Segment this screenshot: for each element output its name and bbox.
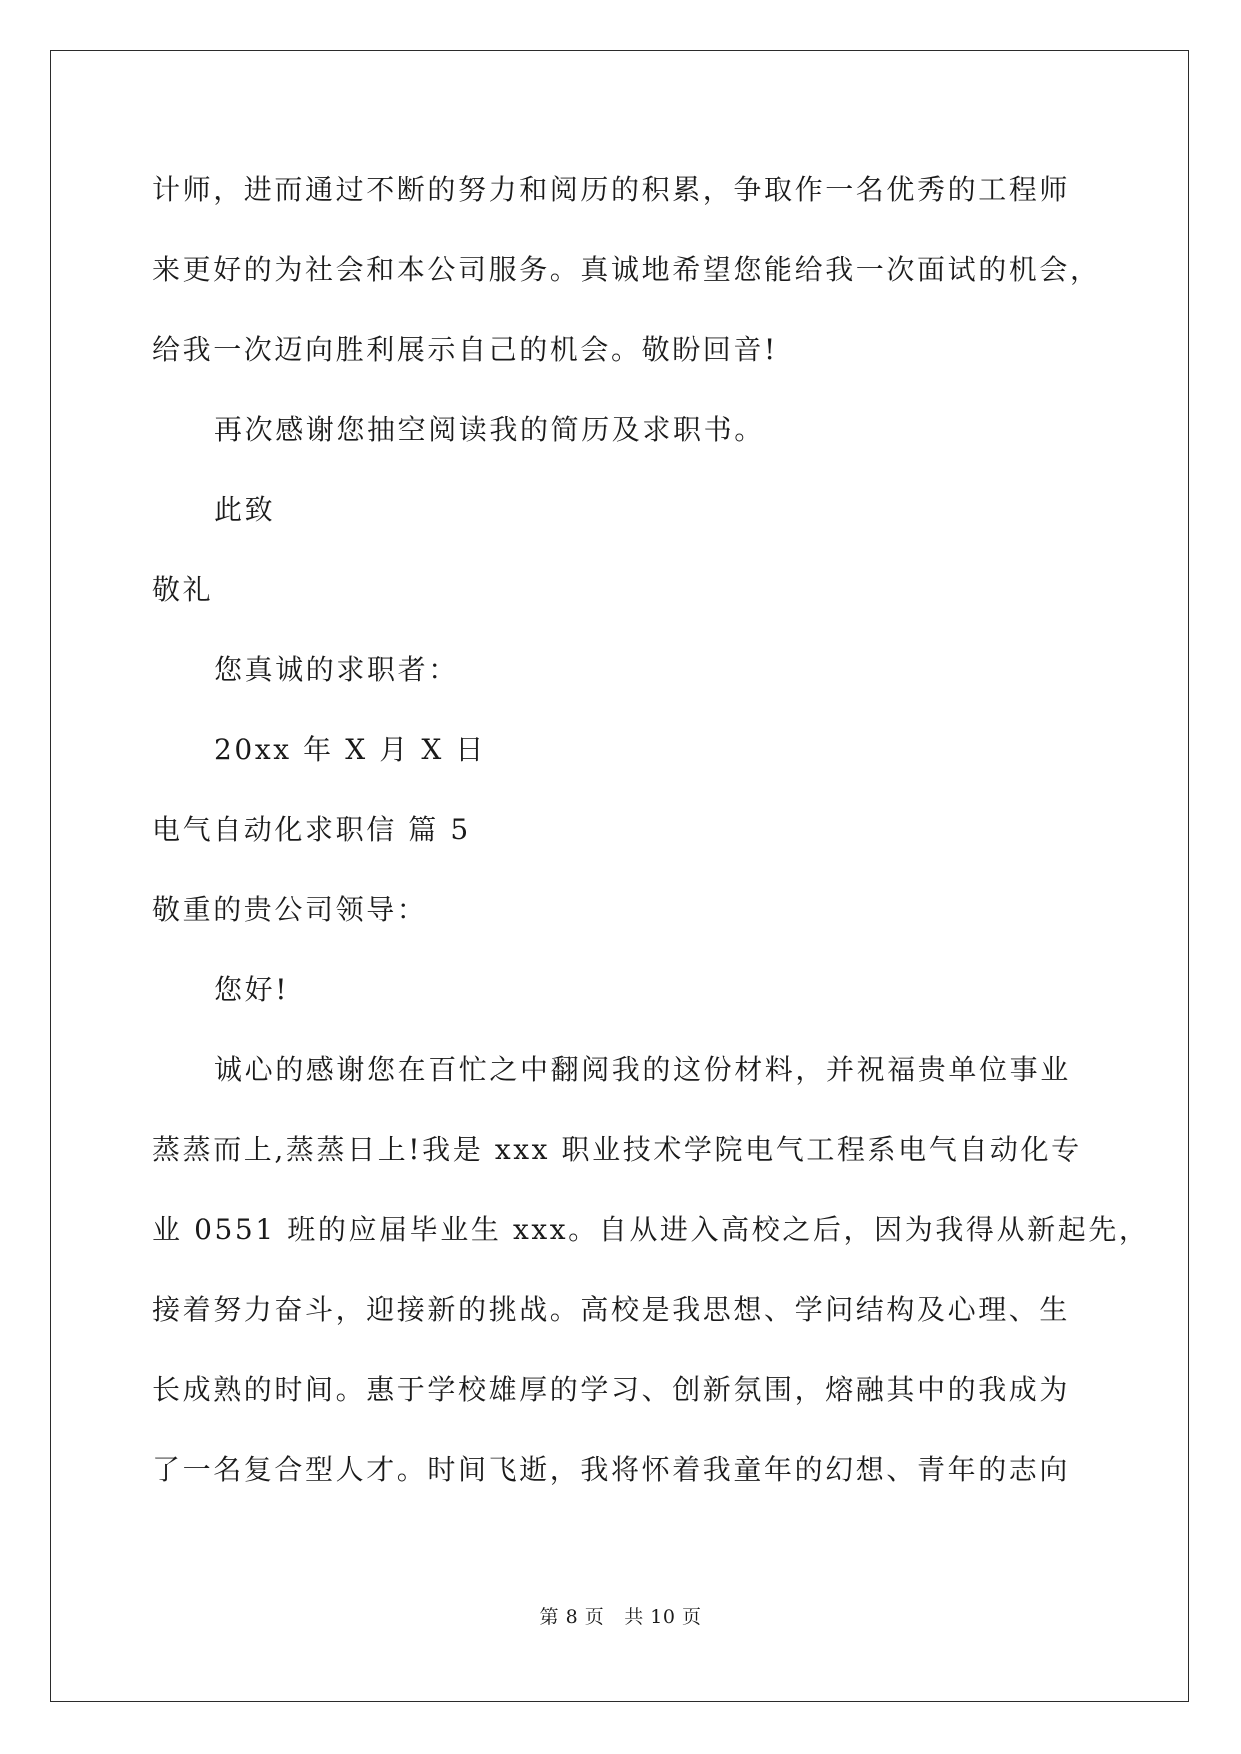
signature-line: 您真诚的求职者： <box>214 653 459 686</box>
closing-salutation: 此致 <box>214 493 276 526</box>
body-line-2: 来更好的为社会和本公司服务。真诚地希望您能给我一次面试的机会， <box>152 253 1101 286</box>
body-line-14: 业 0551 班的应届毕业生 xxx。自从进入高校之后，因为我得从新起先， <box>152 1213 1150 1246</box>
thanks-line: 再次感谢您抽空阅读我的简历及求职书。 <box>214 413 765 446</box>
body-line-12: 诚心的感谢您在百忙之中翻阅我的这份材料，并祝福贵单位事业 <box>214 1053 1071 1086</box>
page-footer <box>0 1602 1241 1629</box>
body-line-17: 了一名复合型人才。时间飞逝，我将怀着我童年的幻想、青年的志向 <box>152 1453 1071 1486</box>
body-line-13: 蒸蒸而上,蒸蒸日上!我是 xxx 职业技术学院电气工程系电气自动化专 <box>152 1133 1082 1166</box>
body-line-1: 计师，进而通过不断的努力和阅历的积累，争取作一名优秀的工程师 <box>152 173 1071 206</box>
greeting-hello: 您好! <box>214 973 290 1006</box>
page-number-total: 共 10 页 <box>624 1606 702 1628</box>
body-line-16: 长成熟的时间。惠于学校雄厚的学习、创新氛围，熔融其中的我成为 <box>152 1373 1071 1406</box>
date-line: 20xx 年 X 月 X 日 <box>214 733 486 766</box>
section-title: 电气自动化求职信 篇 5 <box>152 813 471 846</box>
body-line-3: 给我一次迈向胜利展示自己的机会。敬盼回音! <box>152 333 778 366</box>
greeting-recipient: 敬重的贵公司领导： <box>152 893 428 926</box>
body-line-15: 接着努力奋斗，迎接新的挑战。高校是我思想、学问结构及心理、生 <box>152 1293 1071 1326</box>
closing-regards: 敬礼 <box>152 573 214 606</box>
page-number-current: 第 8 页 <box>539 1606 605 1628</box>
